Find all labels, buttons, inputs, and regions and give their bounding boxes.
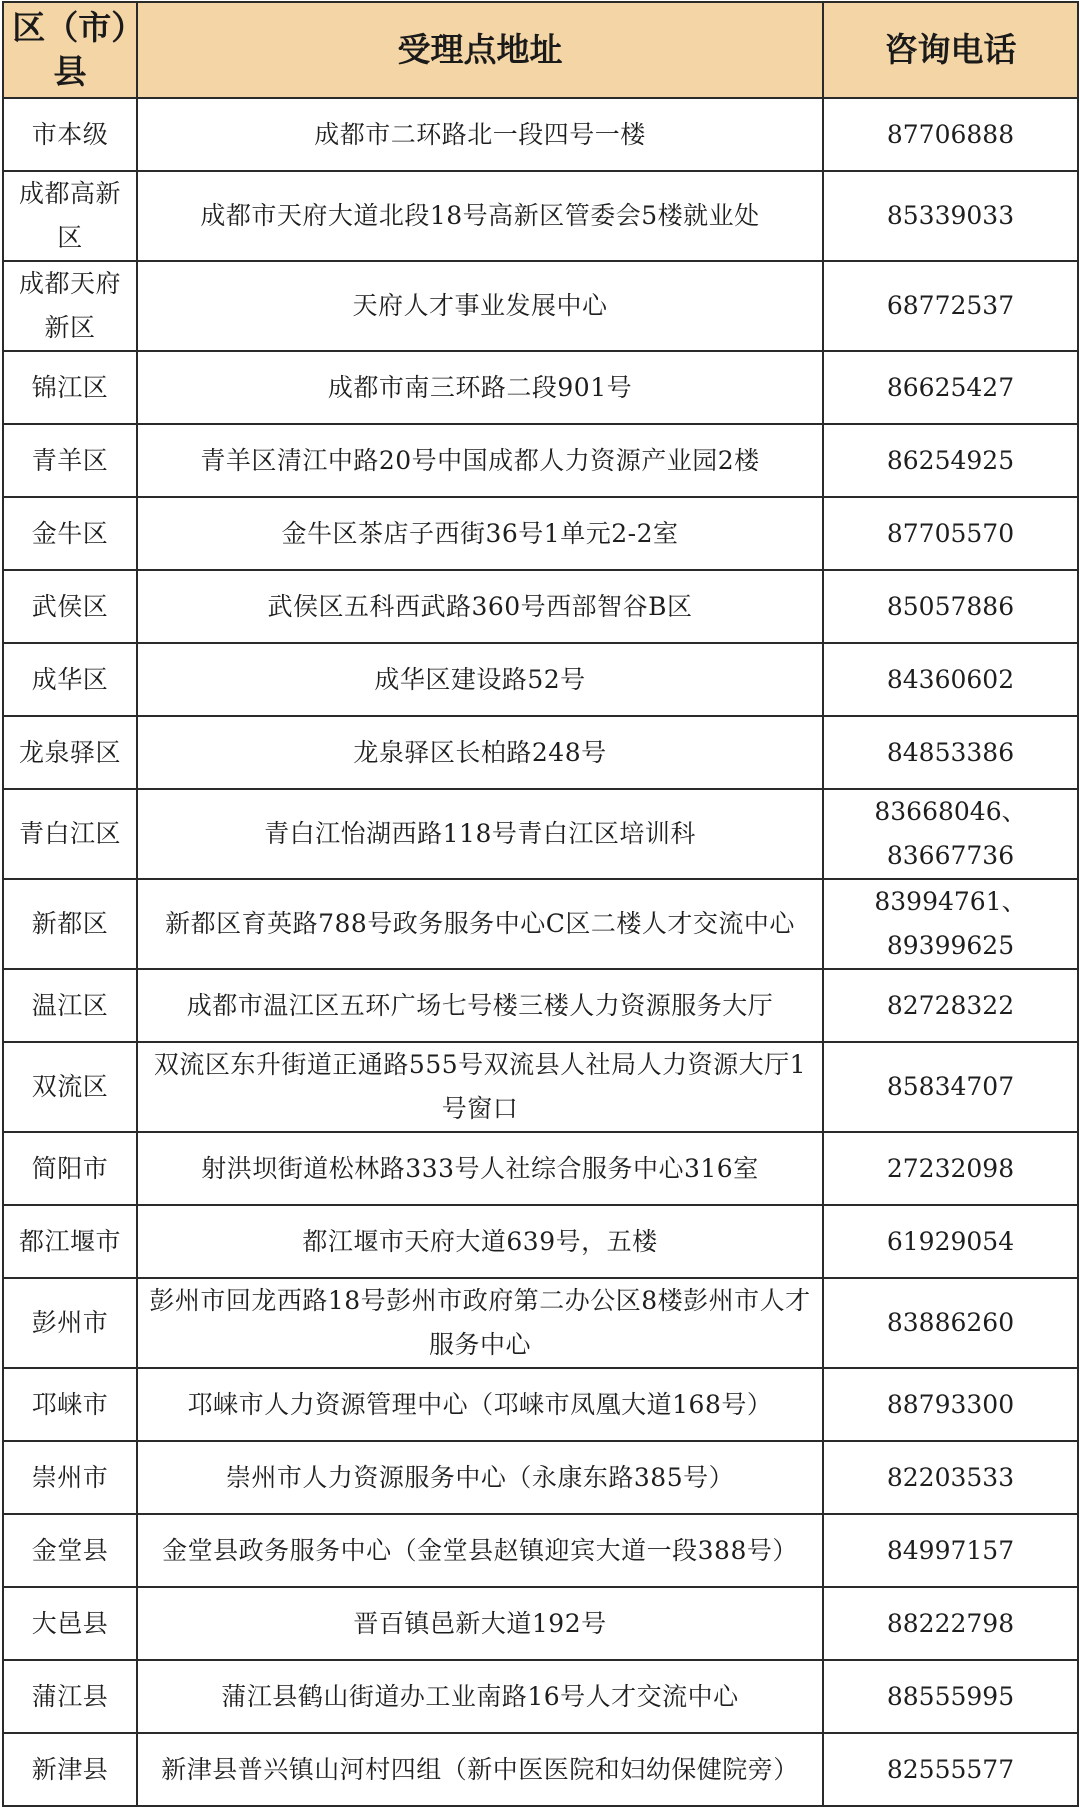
address-cell: 成华区建设路52号 [137,643,823,716]
address-cell: 青羊区清江中路20号中国成都人力资源产业园2楼 [137,424,823,497]
address-cell: 崇州市人力资源服务中心（永康东路385号） [137,1441,823,1514]
district-cell: 龙泉驿区 [3,716,137,789]
district-cell: 成华区 [3,643,137,716]
address-cell: 龙泉驿区长柏路248号 [137,716,823,789]
phone-cell: 84997157 [823,1514,1078,1587]
district-cell: 武侯区 [3,570,137,643]
phone-cell: 27232098 [823,1132,1078,1205]
phone-cell: 83994761、89399625 [823,879,1078,969]
district-cell: 大邑县 [3,1587,137,1660]
phone-cell: 88555995 [823,1660,1078,1733]
address-cell: 成都市天府大道北段18号高新区管委会5楼就业处 [137,171,823,261]
phone-cell: 84360602 [823,643,1078,716]
district-cell: 都江堰市 [3,1205,137,1278]
district-cell: 双流区 [3,1042,137,1132]
table-row [3,1278,1078,1368]
address-cell: 双流区东升街道正通路555号双流县人社局人力资源大厅1号窗口 [137,1042,823,1132]
address-cell: 成都市二环路北一段四号一楼 [137,98,823,171]
district-cell: 新津县 [3,1733,137,1806]
table-row [3,261,1078,351]
header-phone: 咨询电话 [823,2,1078,98]
phone-cell: 88793300 [823,1368,1078,1441]
table-row [3,643,1078,716]
district-cell: 锦江区 [3,351,137,424]
phone-cell: 85057886 [823,570,1078,643]
district-cell: 成都高新区 [3,171,137,261]
table-row [3,171,1078,261]
phone-cell: 87705570 [823,497,1078,570]
table-row [3,570,1078,643]
phone-cell: 86254925 [823,424,1078,497]
table-row [3,1514,1078,1587]
address-cell: 成都市温江区五环广场七号楼三楼人力资源服务大厅 [137,969,823,1042]
phone-cell: 83886260 [823,1278,1078,1368]
table-row [3,351,1078,424]
phone-cell: 82555577 [823,1733,1078,1806]
table-row [3,1587,1078,1660]
address-cell: 邛崃市人力资源管理中心（邛崃市凤凰大道168号） [137,1368,823,1441]
address-cell: 武侯区五科西武路360号西部智谷B区 [137,570,823,643]
address-cell: 晋百镇邑新大道192号 [137,1587,823,1660]
address-cell: 金堂县政务服务中心（金堂县赵镇迎宾大道一段388号） [137,1514,823,1587]
phone-cell: 85834707 [823,1042,1078,1132]
address-cell: 射洪坝街道松林路333号人社综合服务中心316室 [137,1132,823,1205]
table-row [3,1042,1078,1132]
district-cell: 新都区 [3,879,137,969]
table-row [3,969,1078,1042]
district-cell: 崇州市 [3,1441,137,1514]
address-cell: 新都区育英路788号政务服务中心C区二楼人才交流中心 [137,879,823,969]
table-row [3,1733,1078,1806]
service-points-table [2,1,1079,1807]
district-cell: 成都天府新区 [3,261,137,351]
address-cell: 新津县普兴镇山河村四组（新中医医院和妇幼保健院旁） [137,1733,823,1806]
district-cell: 蒲江县 [3,1660,137,1733]
table-row [3,716,1078,789]
address-cell: 都江堰市天府大道639号，五楼 [137,1205,823,1278]
table-row [3,1205,1078,1278]
phone-cell: 83668046、83667736 [823,789,1078,879]
table-row [3,879,1078,969]
district-cell: 简阳市 [3,1132,137,1205]
district-cell: 市本级 [3,98,137,171]
phone-cell: 86625427 [823,351,1078,424]
phone-cell: 61929054 [823,1205,1078,1278]
table-row [3,1132,1078,1205]
district-cell: 彭州市 [3,1278,137,1368]
phone-cell: 68772537 [823,261,1078,351]
address-cell: 金牛区茶店子西街36号1单元2-2室 [137,497,823,570]
table-row [3,1660,1078,1733]
address-cell: 彭州市回龙西路18号彭州市政府第二办公区8楼彭州市人才服务中心 [137,1278,823,1368]
address-cell: 青白江怡湖西路118号青白江区培训科 [137,789,823,879]
phone-cell: 88222798 [823,1587,1078,1660]
phone-cell: 84853386 [823,716,1078,789]
table-row [3,1368,1078,1441]
table-row [3,98,1078,171]
phone-cell: 87706888 [823,98,1078,171]
phone-cell: 82728322 [823,969,1078,1042]
address-cell: 成都市南三环路二段901号 [137,351,823,424]
district-cell: 金堂县 [3,1514,137,1587]
district-cell: 青白江区 [3,789,137,879]
address-cell: 天府人才事业发展中心 [137,261,823,351]
table-row [3,497,1078,570]
header-address: 受理点地址 [137,2,823,98]
phone-cell: 82203533 [823,1441,1078,1514]
phone-cell: 85339033 [823,171,1078,261]
district-cell: 温江区 [3,969,137,1042]
table-row [3,424,1078,497]
district-cell: 金牛区 [3,497,137,570]
district-cell: 青羊区 [3,424,137,497]
header-district: 区（市）县 [3,2,137,98]
district-cell: 邛崃市 [3,1368,137,1441]
address-cell: 蒲江县鹤山街道办工业南路16号人才交流中心 [137,1660,823,1733]
table-row [3,1441,1078,1514]
table-row [3,789,1078,879]
table-header-row [3,2,1078,98]
